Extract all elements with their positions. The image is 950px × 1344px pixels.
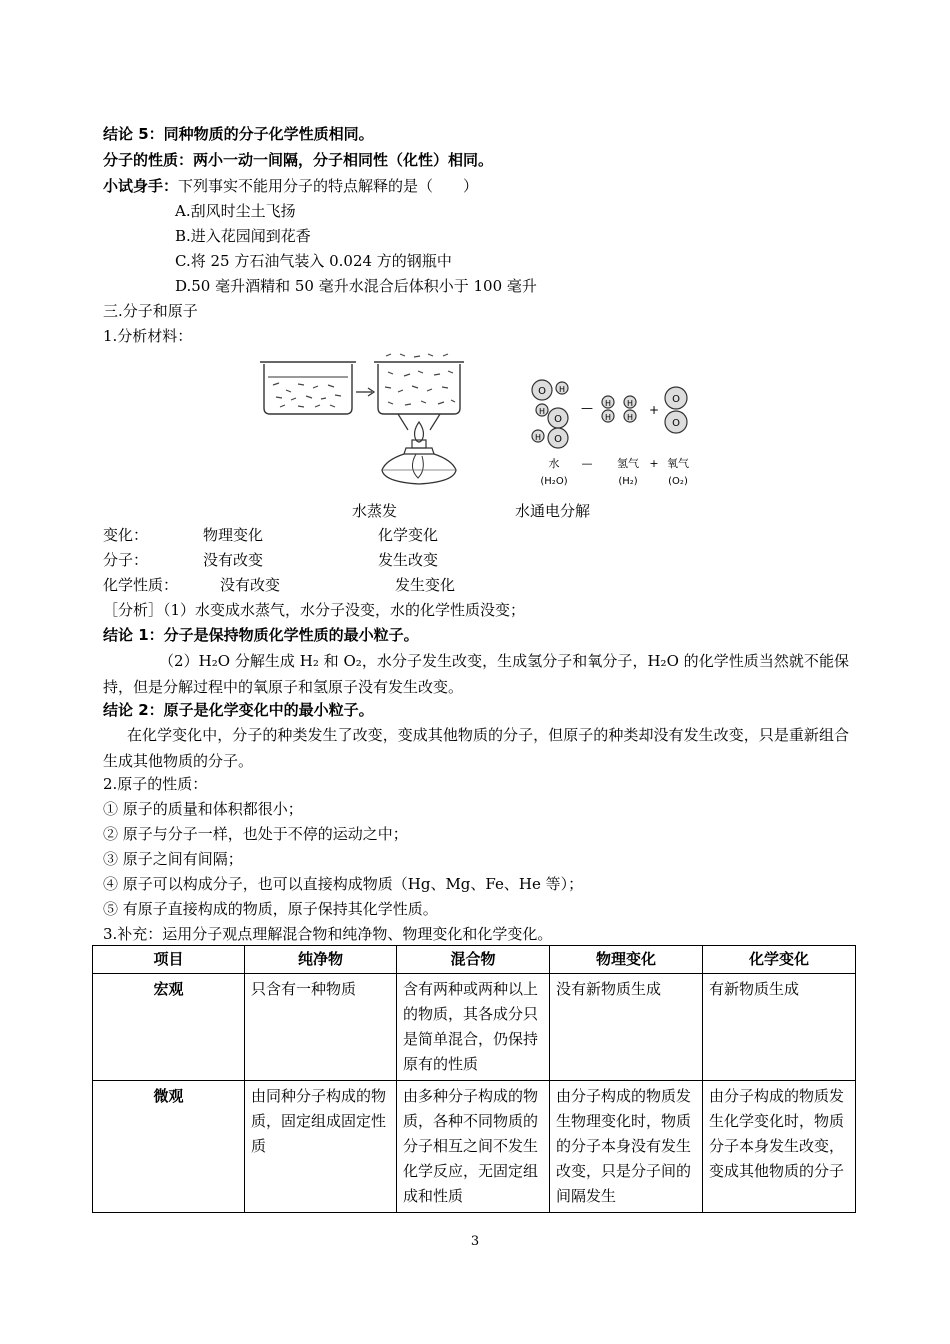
molecule-row-label: 分子：: [103, 551, 149, 569]
atom-h-5: H: [604, 413, 612, 422]
table-cell: 含有两种或两种以上的物质，其各成分只是简单混合，仍保持原有的性质: [397, 974, 550, 1081]
atom-h-3: H: [534, 433, 542, 442]
page-number: 3: [470, 1234, 480, 1249]
label-oxygen: 氧气: [667, 457, 689, 470]
atom-prop-1: ① 原子的质量和体积都很小；: [103, 800, 303, 818]
figure-plus-2: +: [649, 457, 659, 470]
quiz-option-a: A.刮风时尘土飞扬: [175, 202, 296, 220]
item-2-title: 2.原子的性质：: [103, 775, 208, 793]
table-header: 项目: [93, 946, 245, 974]
figure-dash-1: —: [581, 401, 593, 415]
section-3-title: 三.分子和原子: [103, 302, 198, 320]
atom-h-4: H: [604, 399, 612, 408]
conclusion-1: 结论 1：分子是保持物质化学性质的最小粒子。: [103, 626, 419, 644]
change-row-right: 化学变化: [378, 526, 439, 544]
atom-prop-3: ③ 原子之间有间隔；: [103, 850, 243, 868]
table-row-header: 宏观: [93, 974, 245, 1081]
formula-hydrogen: (H₂): [618, 476, 638, 487]
figure-plus-1: +: [648, 403, 660, 417]
formula-water: (H₂O): [540, 476, 568, 487]
table-header: 化学变化: [703, 946, 856, 974]
item-1-title: 1.分析材料：: [103, 327, 193, 345]
quiz-question: [103, 176, 478, 196]
comparison-table: [92, 945, 856, 1213]
molecule-properties: 分子的性质：两小一动一间隔，分子相同性（化性）相同。: [103, 151, 494, 169]
table-cell: 由同种分子构成的物质，固定组成固定性质: [245, 1081, 397, 1213]
label-hydrogen: 氢气: [617, 457, 639, 470]
table-row-header: 微观: [93, 1081, 245, 1213]
conclusion-2: 结论 2：原子是化学变化中的最小粒子。: [103, 701, 374, 719]
chem-prop-row-left: 没有改变: [220, 576, 281, 594]
table-cell: 只含有一种物质: [245, 974, 397, 1081]
molecule-row-left: 没有改变: [203, 551, 264, 569]
table-cell: 有新物质生成: [703, 974, 856, 1081]
atom-o-1: O: [538, 386, 546, 397]
table-header: 物理变化: [550, 946, 703, 974]
table-cell: 由分子构成的物质发生化学变化时，物质分子本身发生改变，变成其他物质的分子: [703, 1081, 856, 1213]
label-water: 水: [548, 457, 560, 470]
atom-o-3: O: [554, 434, 562, 445]
atom-o-5: O: [672, 418, 680, 429]
table-cell: 没有新物质生成: [550, 974, 703, 1081]
atom-prop-4: ④ 原子可以构成分子，也可以直接构成物质（Hg、Mg、Fe、He 等）；: [103, 875, 584, 893]
table-header: 纯净物: [245, 946, 397, 974]
quiz-option-b: B.进入花园闻到花香: [175, 227, 311, 245]
atom-h-2: H: [538, 407, 546, 416]
figure-dash-2: —: [581, 457, 593, 470]
formula-oxygen: (O₂): [668, 476, 688, 487]
atom-o-2: O: [554, 414, 562, 425]
change-row-left: 物理变化: [203, 526, 264, 544]
atom-h-6: H: [626, 399, 634, 408]
evaporation-figure: [258, 352, 468, 492]
conclusion-5: 结论 5：同种物质的分子化学性质相同。: [103, 125, 374, 143]
analysis-2: （2）H₂O 分解生成 H₂ 和 O₂，水分子发生改变，生成氢分子和氧分子，H₂O 的化学性质当然就不能保持，但是分解过程中的氧原子和氢原子没有发生改变。: [103, 652, 849, 696]
atom-o-4: O: [672, 394, 680, 405]
chem-prop-row-label: 化学性质：: [103, 576, 179, 594]
caption-electrolysis: 水通电分解: [515, 502, 591, 520]
caption-evaporation: 水蒸发: [352, 502, 398, 520]
table-cell: 由多种分子构成的物质，各种不同物质的分子相互之间不发生化学反应，无固定组成和性质: [397, 1081, 550, 1213]
chem-change-paragraph: 在化学变化中，分子的种类发生了改变，变成其他物质的分子，但原子的种类却没有发生改变，只是重新组合生成其他物质的分子。: [103, 726, 849, 770]
quiz-text: 下列事实不能用分子的特点解释的是（ ）: [178, 177, 479, 195]
atom-h-1: H: [558, 385, 566, 394]
analysis-1: ［分析］（1）水变成水蒸气，水分子没变，水的化学性质没变；: [103, 601, 526, 619]
quiz-option-d: D.50 毫升酒精和 50 毫升水混合后体积小于 100 毫升: [175, 277, 537, 295]
chem-prop-row-right: 发生变化: [395, 576, 456, 594]
change-row-label: 变化：: [103, 526, 149, 544]
item-3-title: 3.补充：运用分子观点理解混合物和纯净物、物理变化和化学变化。: [103, 925, 553, 943]
atom-h-7: H: [626, 413, 634, 422]
table-row: [93, 1081, 856, 1213]
atom-prop-5: ⑤ 有原子直接构成的物质，原子保持其化学性质。: [103, 900, 438, 918]
quiz-label: 小试身手：: [103, 177, 179, 195]
table-cell: 由分子构成的物质发生物理变化时，物质的分子本身没有发生改变，只是分子间的间隔发生: [550, 1081, 703, 1213]
molecule-row-right: 发生改变: [378, 551, 439, 569]
table-row: [93, 974, 856, 1081]
table-header: 混合物: [397, 946, 550, 974]
quiz-option-c: C.将 25 方石油气装入 0.024 方的钢瓶中: [175, 252, 452, 270]
electrolysis-figure: [522, 374, 702, 494]
atom-prop-2: ② 原子与分子一样，也处于不停的运动之中；: [103, 825, 408, 843]
table-header-row: [93, 946, 856, 974]
